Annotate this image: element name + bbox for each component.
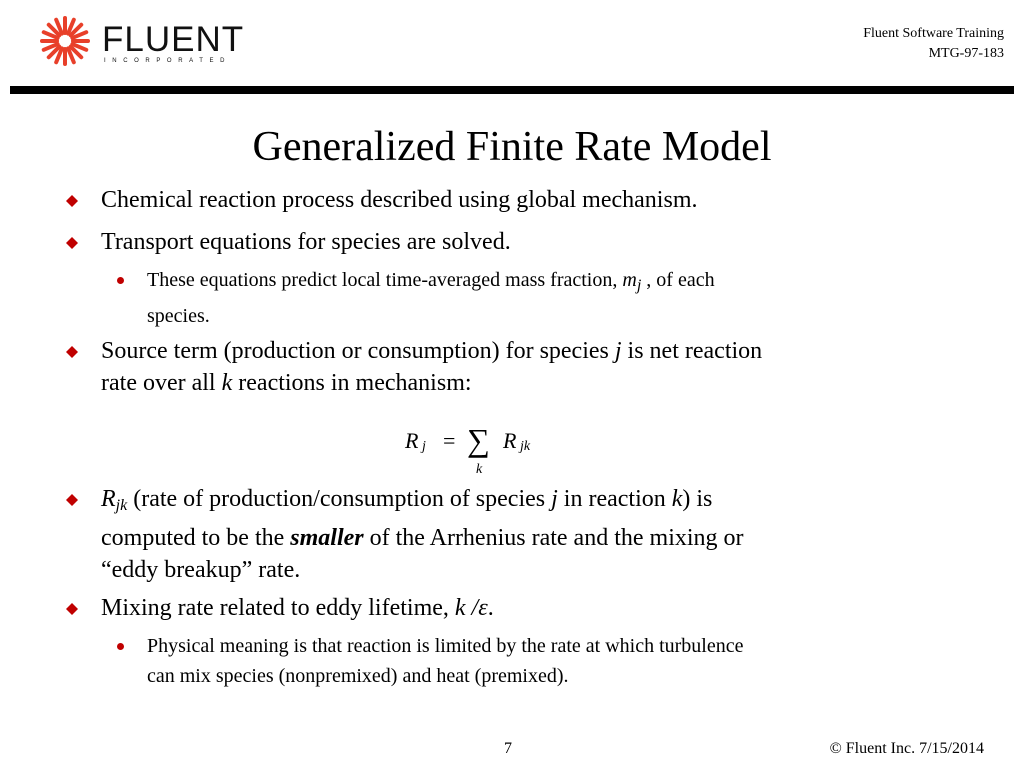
logo-subtitle: INCORPORATED	[104, 58, 232, 64]
bullet-2-text: Transport equations for species are solved.	[101, 229, 511, 255]
page-number: 7	[504, 740, 512, 757]
diamond-bullet-icon	[65, 226, 79, 259]
diamond-bullet-icon	[65, 592, 79, 625]
bullet-2	[101, 226, 511, 258]
bullet-3-text-mid: is net reaction	[621, 338, 763, 364]
course-name: Fluent Software Training	[863, 26, 1004, 41]
bullet-1	[101, 184, 697, 216]
sub-bullet-2	[147, 631, 947, 691]
bullet-3-line2-end: reactions in mechanism:	[232, 370, 472, 396]
bullet-4-text-end: ) is	[682, 486, 713, 512]
sub-bullet-2-line2: can mix species (nonpremixed) and heat (premixed).	[147, 665, 569, 687]
slide-title: Generalized Finite Rate Model	[252, 124, 772, 170]
bullet-5	[101, 592, 901, 624]
eq-R: R	[405, 428, 419, 453]
sub-bullet-1-line2: species.	[147, 305, 210, 327]
sub-bullet-1-text-end: , of each	[641, 269, 715, 291]
sigma-icon: ∑	[467, 422, 490, 458]
eq-sub-jk: jk	[520, 439, 531, 454]
starburst-logo-icon	[40, 16, 94, 70]
bullet-3-text: Source term (production or consumption) for species	[101, 338, 615, 364]
dot-bullet-icon	[117, 643, 124, 650]
fluent-logo	[40, 14, 245, 68]
eq-sub-k: k	[476, 462, 483, 477]
header-info	[863, 24, 1004, 64]
header-rule	[10, 86, 1014, 94]
bullet-1-text: Chemical reaction process described using global mechanism.	[101, 187, 698, 213]
symbol-epsilon: ε	[478, 595, 488, 621]
symbol-k-over: k /	[454, 595, 479, 621]
symbol-k: k	[671, 486, 683, 512]
copyright: © Fluent Inc. 7/15/2014	[829, 740, 984, 757]
dot-bullet-icon	[117, 277, 124, 284]
diamond-bullet-icon	[65, 483, 79, 516]
bullet-4-line2-end: of the Arrhenius rate and the mixing or	[363, 525, 744, 551]
bullet-5-text: Mixing rate related to eddy lifetime,	[101, 595, 455, 621]
diamond-bullet-icon	[65, 184, 79, 217]
symbol-j: j	[614, 338, 622, 364]
bullet-3	[101, 335, 901, 399]
subscript-jk: jk	[115, 497, 128, 514]
sub-bullet-1-text: These equations predict local time-averaged mass fraction,	[147, 269, 623, 291]
eq-R2: R	[503, 428, 517, 453]
bullet-4-text: (rate of production/consumption of species	[127, 486, 552, 512]
course-code: MTG-97-183	[928, 46, 1004, 61]
sub-bullet-2-line1: Physical meaning is that reaction is limited by the rate at which turbulence	[147, 635, 744, 657]
logo-wordmark: FLUENT	[102, 20, 245, 59]
bullet-4-text-mid: in reaction	[557, 486, 672, 512]
bullet-5-text-end: .	[487, 595, 494, 621]
symbol-j: j	[551, 486, 558, 512]
symbol-k: k	[221, 370, 233, 396]
subscript-j: j	[636, 277, 642, 294]
equation-sum	[405, 422, 545, 482]
diamond-bullet-icon	[65, 335, 79, 368]
eq-equals: =	[443, 428, 456, 453]
bullet-4	[101, 483, 901, 586]
symbol-m: m	[622, 269, 637, 291]
eq-sub-j: j	[422, 439, 426, 454]
symbol-R: R	[101, 486, 116, 512]
bullet-3-line2: rate over all	[101, 370, 222, 396]
emphasis-smaller: smaller	[290, 525, 364, 551]
bullet-4-line2: computed to be the	[101, 525, 291, 551]
sub-bullet-1	[147, 265, 927, 331]
bullet-4-line3: “eddy breakup” rate.	[101, 557, 301, 583]
